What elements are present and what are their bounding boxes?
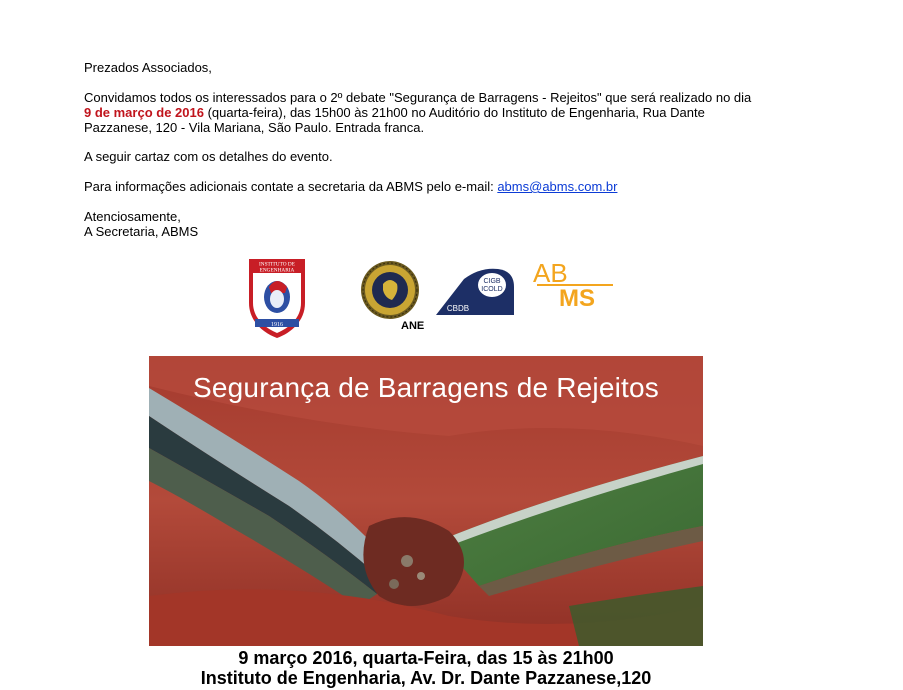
- event-date: 9 de março de 2016: [84, 105, 204, 120]
- cbdb-icold-logo: [436, 265, 514, 315]
- instituto-engenharia-logo: [247, 257, 307, 339]
- abms-logo-ms: MS: [559, 285, 595, 308]
- ie-logo-text-mid: ENGENHARIA: [259, 267, 295, 274]
- invitation-paragraph: [84, 90, 774, 135]
- invitation-text-b: (quarta-feira), das 15h00 às 21h00 no Auditório do Instituto de Engenharia, Rua Dante Pazzanese, 120 - Vila Mariana, São Paulo. Entrada franca.: [84, 105, 705, 135]
- ane-seal-logo: [359, 260, 421, 320]
- closing: Atenciosamente,: [84, 209, 181, 224]
- ane-label: ANE: [401, 320, 425, 332]
- abms-logo: [531, 258, 623, 308]
- icold-text: ICOLD: [481, 286, 503, 293]
- poster-location-line: Instituto de Engenharia, Av. Dr. Dante Pazzanese,120: [200, 668, 652, 688]
- abms-logo-ab: AB: [533, 258, 568, 288]
- invitation-text-a: Convidamos todos os interessados para o 2º debate "Segurança de Barragens - Rejeitos" que será realizado no dia: [84, 90, 752, 105]
- poster-image: [149, 356, 703, 646]
- ie-logo-year: 1916: [271, 322, 283, 328]
- cigb-text: CIGB: [483, 278, 501, 285]
- poster-date-line: 9 março 2016, quarta-Feira, das 15 às 21h00: [238, 648, 614, 668]
- contact-text: Para informações adicionais contate a secretaria da ABMS pelo e-mail:: [84, 179, 498, 194]
- cbdb-text: CBDB: [446, 304, 470, 313]
- signature: A Secretaria, ABMS: [84, 224, 199, 239]
- email-link[interactable]: abms@abms.com.br: [497, 179, 618, 194]
- contact-paragraph: [84, 179, 617, 194]
- poster-title: Segurança de Barragens de Rejeitos: [193, 372, 659, 403]
- greeting: Prezados Associados,: [84, 60, 212, 75]
- ie-logo-text-top: INSTITUTO DE: [259, 261, 295, 268]
- poster-intro: A seguir cartaz com os detalhes do evento.: [84, 149, 333, 164]
